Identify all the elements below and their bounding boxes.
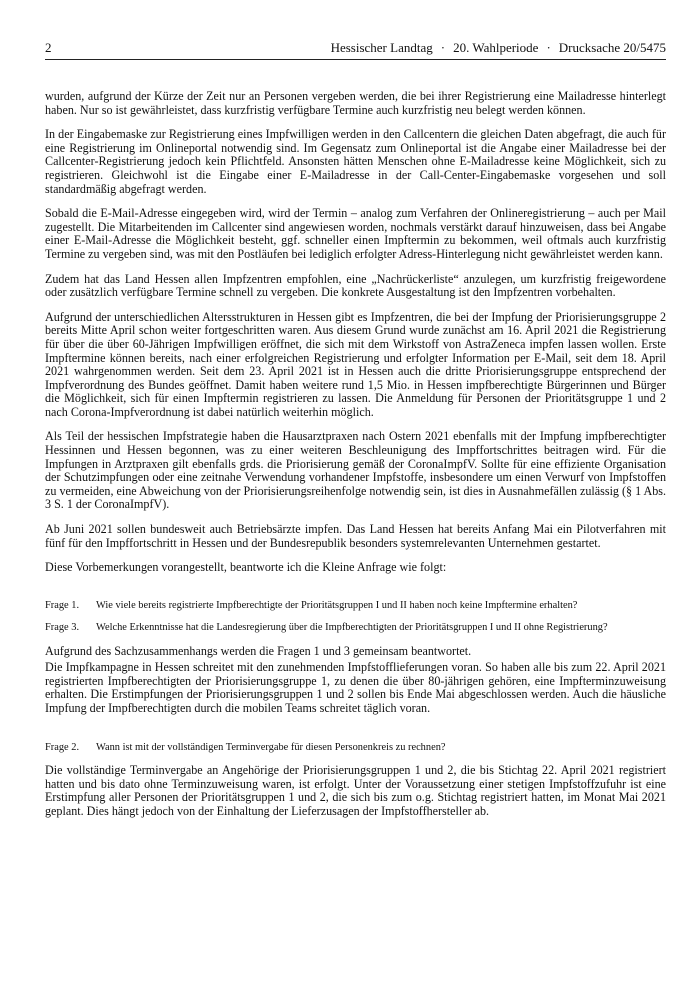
question-block [45, 600, 666, 612]
question-text: Wie viele bereits registrierte Impfberechtigte der Prioritätsgruppen I und II haben noch keine Impftermine erhalten? [96, 599, 578, 611]
body-paragraph: Zudem hat das Land Hessen allen Impfzentren empfohlen, eine „Nachrückerliste“ anzulegen, um kurzfristig freigewordene oder zusätzlich verfügbare Termine schnell zu vergeben. Die konkrete Ausgestaltung ist den Impfzentren vorbehalten. [45, 271, 666, 300]
answer-intro: Aufgrund des Sachzusammenhangs werden die Fragen 1 und 3 gemeinsam beantwortet. [45, 643, 472, 658]
question-block [45, 742, 666, 754]
header-separator: · [440, 40, 446, 55]
header-document-number: Drucksache 20/5475 [558, 40, 666, 55]
question-text: Wann ist mit der vollständigen Terminvergabe für diesen Personenkreis zu rechnen? [96, 741, 446, 753]
question-label: Frage 3. [45, 622, 80, 634]
body-paragraph: wurden, aufgrund der Kürze der Zeit nur an Personen vergeben werden, die bei ihrer Registrierung eine Mailadresse hinterlegt haben. Nur so ist gewährleistet, dass kurzfristig verfügbare Termine auch kurzfristig neu belegt werden können. [45, 89, 666, 117]
body-paragraph: Diese Vorbemerkungen vorangestellt, beantworte ich die Kleine Anfrage wie folgt: [45, 560, 447, 575]
body-paragraph: Aufgrund der unterschiedlichen Altersstrukturen in Hessen gibt es Impfzentren, die bei der Impfung der Priorisierungsgruppe 2 bereits Mitte April schon weiter fortgeschritten waren. Aus diesem Grund wurde zunächst am 16. April 2021 die Registrierung für über die über 60-Jährigen Impfwilligen eröffnet, die sich mit dem Wirkstoff von AstraZeneca impfen lassen wollen. Erste Impftermine können bereits, nach einer erfolgreichen Registrierung und erfolgter Information per E-Mail, seit dem 18. April 2021 wahrgenommen werden. Seit dem 23. April 2021 ist in Hessen auch die dritte Priorisierungsgruppe entsprechend der Impfverordnung des Bundes geöffnet. Damit haben weitere rund 1,5 Mio. in Hessen impfberechtigte Bürgerinnen und Bürger die Möglichkeit, sich für einen Impftermin registrieren zu lassen. Die Anmeldung für Personen der Prioritätsgruppe 1 und 2 nach Corona-Impfverordnung ist dabei natürlich weiterhin möglich. [45, 309, 666, 419]
page-header [45, 40, 666, 60]
header-separator: · [546, 40, 551, 55]
document-body [45, 90, 666, 818]
answer-paragraph: Die Impfkampagne in Hessen schreitet mit den zunehmenden Impfstofflieferungen voran. So haben alle bis zum 22. April 2021 registrierten Impfberechtigten der Priorisierungsgruppe 1, zu denen die über 80-jährigen gehören, eine Impfterminzuweisung erhalten. Die Erstimpfungen der Priorisierungsgruppen 1 und 2 sollen bis Ende Mai abgeschlossen werden. Auch die häusliche Impfung der Impfberechtigten durch die mobilen Teams schreitet täglich voran. [45, 660, 666, 715]
body-paragraph: Als Teil der hessischen Impfstrategie haben die Hausarztpraxen nach Ostern 2021 ebenfalls mit der Impfung impfberechtigter Hessinnen und Hessen begonnen, was zu einer weiteren Beschleunigung des Impffortschrittes beitragen wird. Für die Impfungen in Arztpraxen gilt ebenfalls grds. die Priorisierung gemäß der CoronaImpfV. Sollte für eine effiziente Organisation der Schutzimpfungen oder eine zeitnahe Verwendung vorhandener Impfstoffe, insbesondere um einen Verwurf von Impfstoffen zu vermeiden, eine Abweichung von der Priorisierungsreihenfolge notwendig sein, ist dies in Ausnahmefällen zulässig (§ 1 Abs. 3 S. 1 der CoronaImpfV). [45, 429, 667, 512]
header-meta [331, 40, 666, 56]
body-paragraph: Ab Juni 2021 sollen bundesweit auch Betriebsärzte impfen. Das Land Hessen hat bereits Anfang Mai ein Pilotverfahren mit fünf für den Impffortschritt in Hessen und der Bundesrepublik besonders systemrelevanten Unternehmen gestartet. [45, 522, 666, 550]
question-block [45, 622, 666, 634]
body-paragraph: In der Eingabemaske zur Registrierung eines Impfwilligen werden in den Callcentern die gleichen Daten abgefragt, die auch für eine Registrierung im Onlineportal notwendig sind. Im Gegensatz zum Onlineportal ist die Angabe einer Mailadresse bei der Callcenter-Registrierung jedoch kein Pflichtfeld. Ansonsten hätten Menschen ohne E-Mailadresse keine Möglichkeit, sich zu registrieren. Gleichwohl ist die Eingabe einer E-Mailadresse in der Call-Center-Eingabemaske vorgesehen und soll standardmäßig abgefragt werden. [45, 127, 666, 196]
question-label: Frage 2. [45, 741, 80, 753]
answer-paragraph: Die vollständige Terminvergabe an Angehörige der Priorisierungsgruppen 1 und 2, die bis Stichtag 22. April 2021 registriert hatten und bis dato ohne Terminzuweisung waren, ist erfolgt. Unter der Voraussetzung einer stetigen Impfstoffzufuhr ist eine Erstimpfung aller Personen der Prioritätsgruppen 1 und 2, die sich bis zum o.g. Stichtag registriert hatten, im Monat Mai 2021 geplant. Dies hängt jedoch von der Einhaltung der Lieferzusagen der Impfstoffhersteller ab. [45, 763, 666, 818]
body-paragraph: Sobald die E-Mail-Adresse eingegeben wird, wird der Termin – analog zum Verfahren der Onlineregistrierung – auch per Mail zugestellt. Die Mitarbeitenden im Callcenter sind angewiesen worden, nochmals verstärkt darauf hinzuweisen, dass bei Angabe einer E-Mail-Adresse die Möglichkeit besteht, ggf. schneller einen Impftermin zu bekommen, weil oftmals auch kurzfristig Termine zu vergeben sind, was mit den Postläufen bei lediglich erfolgter Adress-Hinterlegung nicht gewährleistet werden kann. [45, 206, 666, 261]
page-number: 2 [45, 40, 52, 55]
question-label: Frage 1. [45, 599, 80, 611]
question-text: Welche Erkenntnisse hat die Landesregierung über die Impfberechtigten der Prioritätsgruppen I und II ohne Registrierung? [96, 622, 608, 634]
header-period: 20. Wahlperiode [453, 40, 539, 55]
header-publisher: Hessischer Landtag [330, 40, 433, 55]
